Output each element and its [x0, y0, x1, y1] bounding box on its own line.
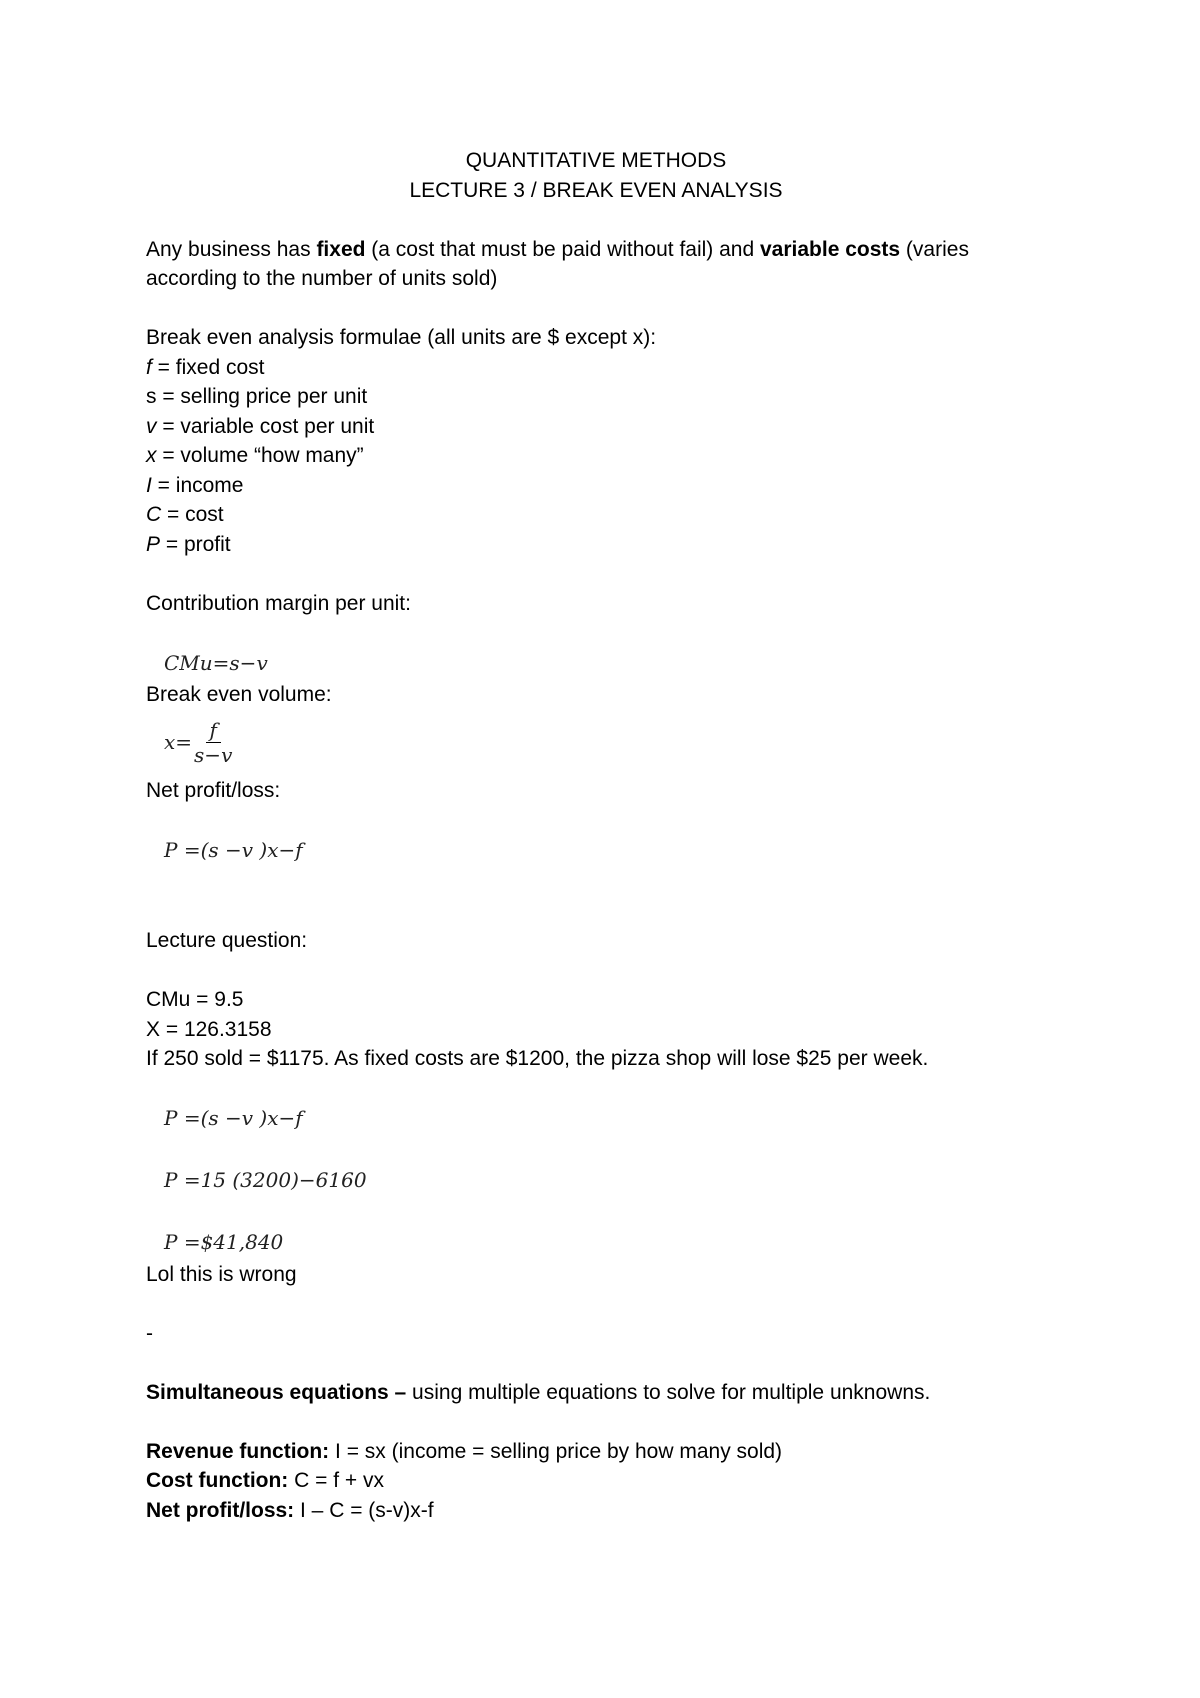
- fraction-numerator: f: [206, 718, 221, 743]
- title-line-1: QUANTITATIVE METHODS: [465, 149, 727, 172]
- document-page: [146, 146, 1046, 1525]
- fraction-denominator: s−v: [194, 743, 233, 767]
- netprofit-equation: P =(s −v )x−f: [164, 837, 303, 862]
- contribution-equation: CMu=s−v: [164, 650, 268, 675]
- contribution-label: Contribution margin per unit:: [146, 591, 411, 615]
- term-variable-costs: variable costs: [760, 237, 901, 261]
- def-fixed-cost: f = fixed cost: [146, 355, 265, 379]
- question-note: Lol this is wrong: [146, 1262, 297, 1286]
- term-fixed: fixed: [316, 237, 366, 261]
- def-selling-price: s = selling price per unit: [146, 385, 368, 408]
- breakeven-equation: x= $\frac{f}{s-v}$: [164, 718, 233, 767]
- revenue-function: Revenue function: I = sx (income = selling price by how many sold): [146, 1439, 783, 1463]
- formulae-heading: Break even analysis formulae (all units are $ except x):: [146, 326, 657, 349]
- question-x: X = 126.3158: [146, 1017, 272, 1041]
- document-title: [146, 146, 1046, 205]
- def-income: I = income: [146, 473, 244, 497]
- lecture-question-label: Lecture question:: [146, 929, 308, 952]
- def-cost: C = cost: [146, 503, 224, 526]
- simultaneous-equations: Simultaneous equations – using multiple equations to solve for multiple unknowns.: [146, 1380, 931, 1404]
- breakeven-label: Break even volume:: [146, 683, 332, 706]
- question-cmu: CMu = 9.5: [146, 988, 244, 1011]
- def-profit: P = profit: [146, 532, 231, 556]
- question-equation-1: P =(s −v )x−f: [164, 1106, 303, 1130]
- title-line-2: LECTURE 3 / BREAK EVEN ANALYSIS: [409, 178, 783, 202]
- question-equation-2: P =15 (3200)−6160: [164, 1168, 367, 1192]
- cost-function: Cost function: C = f + vx: [146, 1469, 385, 1492]
- intro-paragraph: Any business has fixed (a cost that must be paid without fail) and variable costs (varies according to the number of units sold): [146, 237, 969, 290]
- question-equation-3: P =$41,840: [164, 1230, 284, 1254]
- def-volume: x = volume “how many”: [146, 444, 364, 467]
- netprofit-function: Net profit/loss: I – C = (s-v)x-f: [146, 1498, 434, 1522]
- netprofit-label: Net profit/loss:: [146, 778, 281, 802]
- question-sold: If 250 sold = $1175. As fixed costs are $1200, the pizza shop will lose $25 per week.: [146, 1047, 929, 1070]
- fraction: [194, 718, 232, 767]
- def-variable-cost: v = variable cost per unit: [146, 414, 375, 438]
- separator-dash: -: [146, 1321, 153, 1345]
